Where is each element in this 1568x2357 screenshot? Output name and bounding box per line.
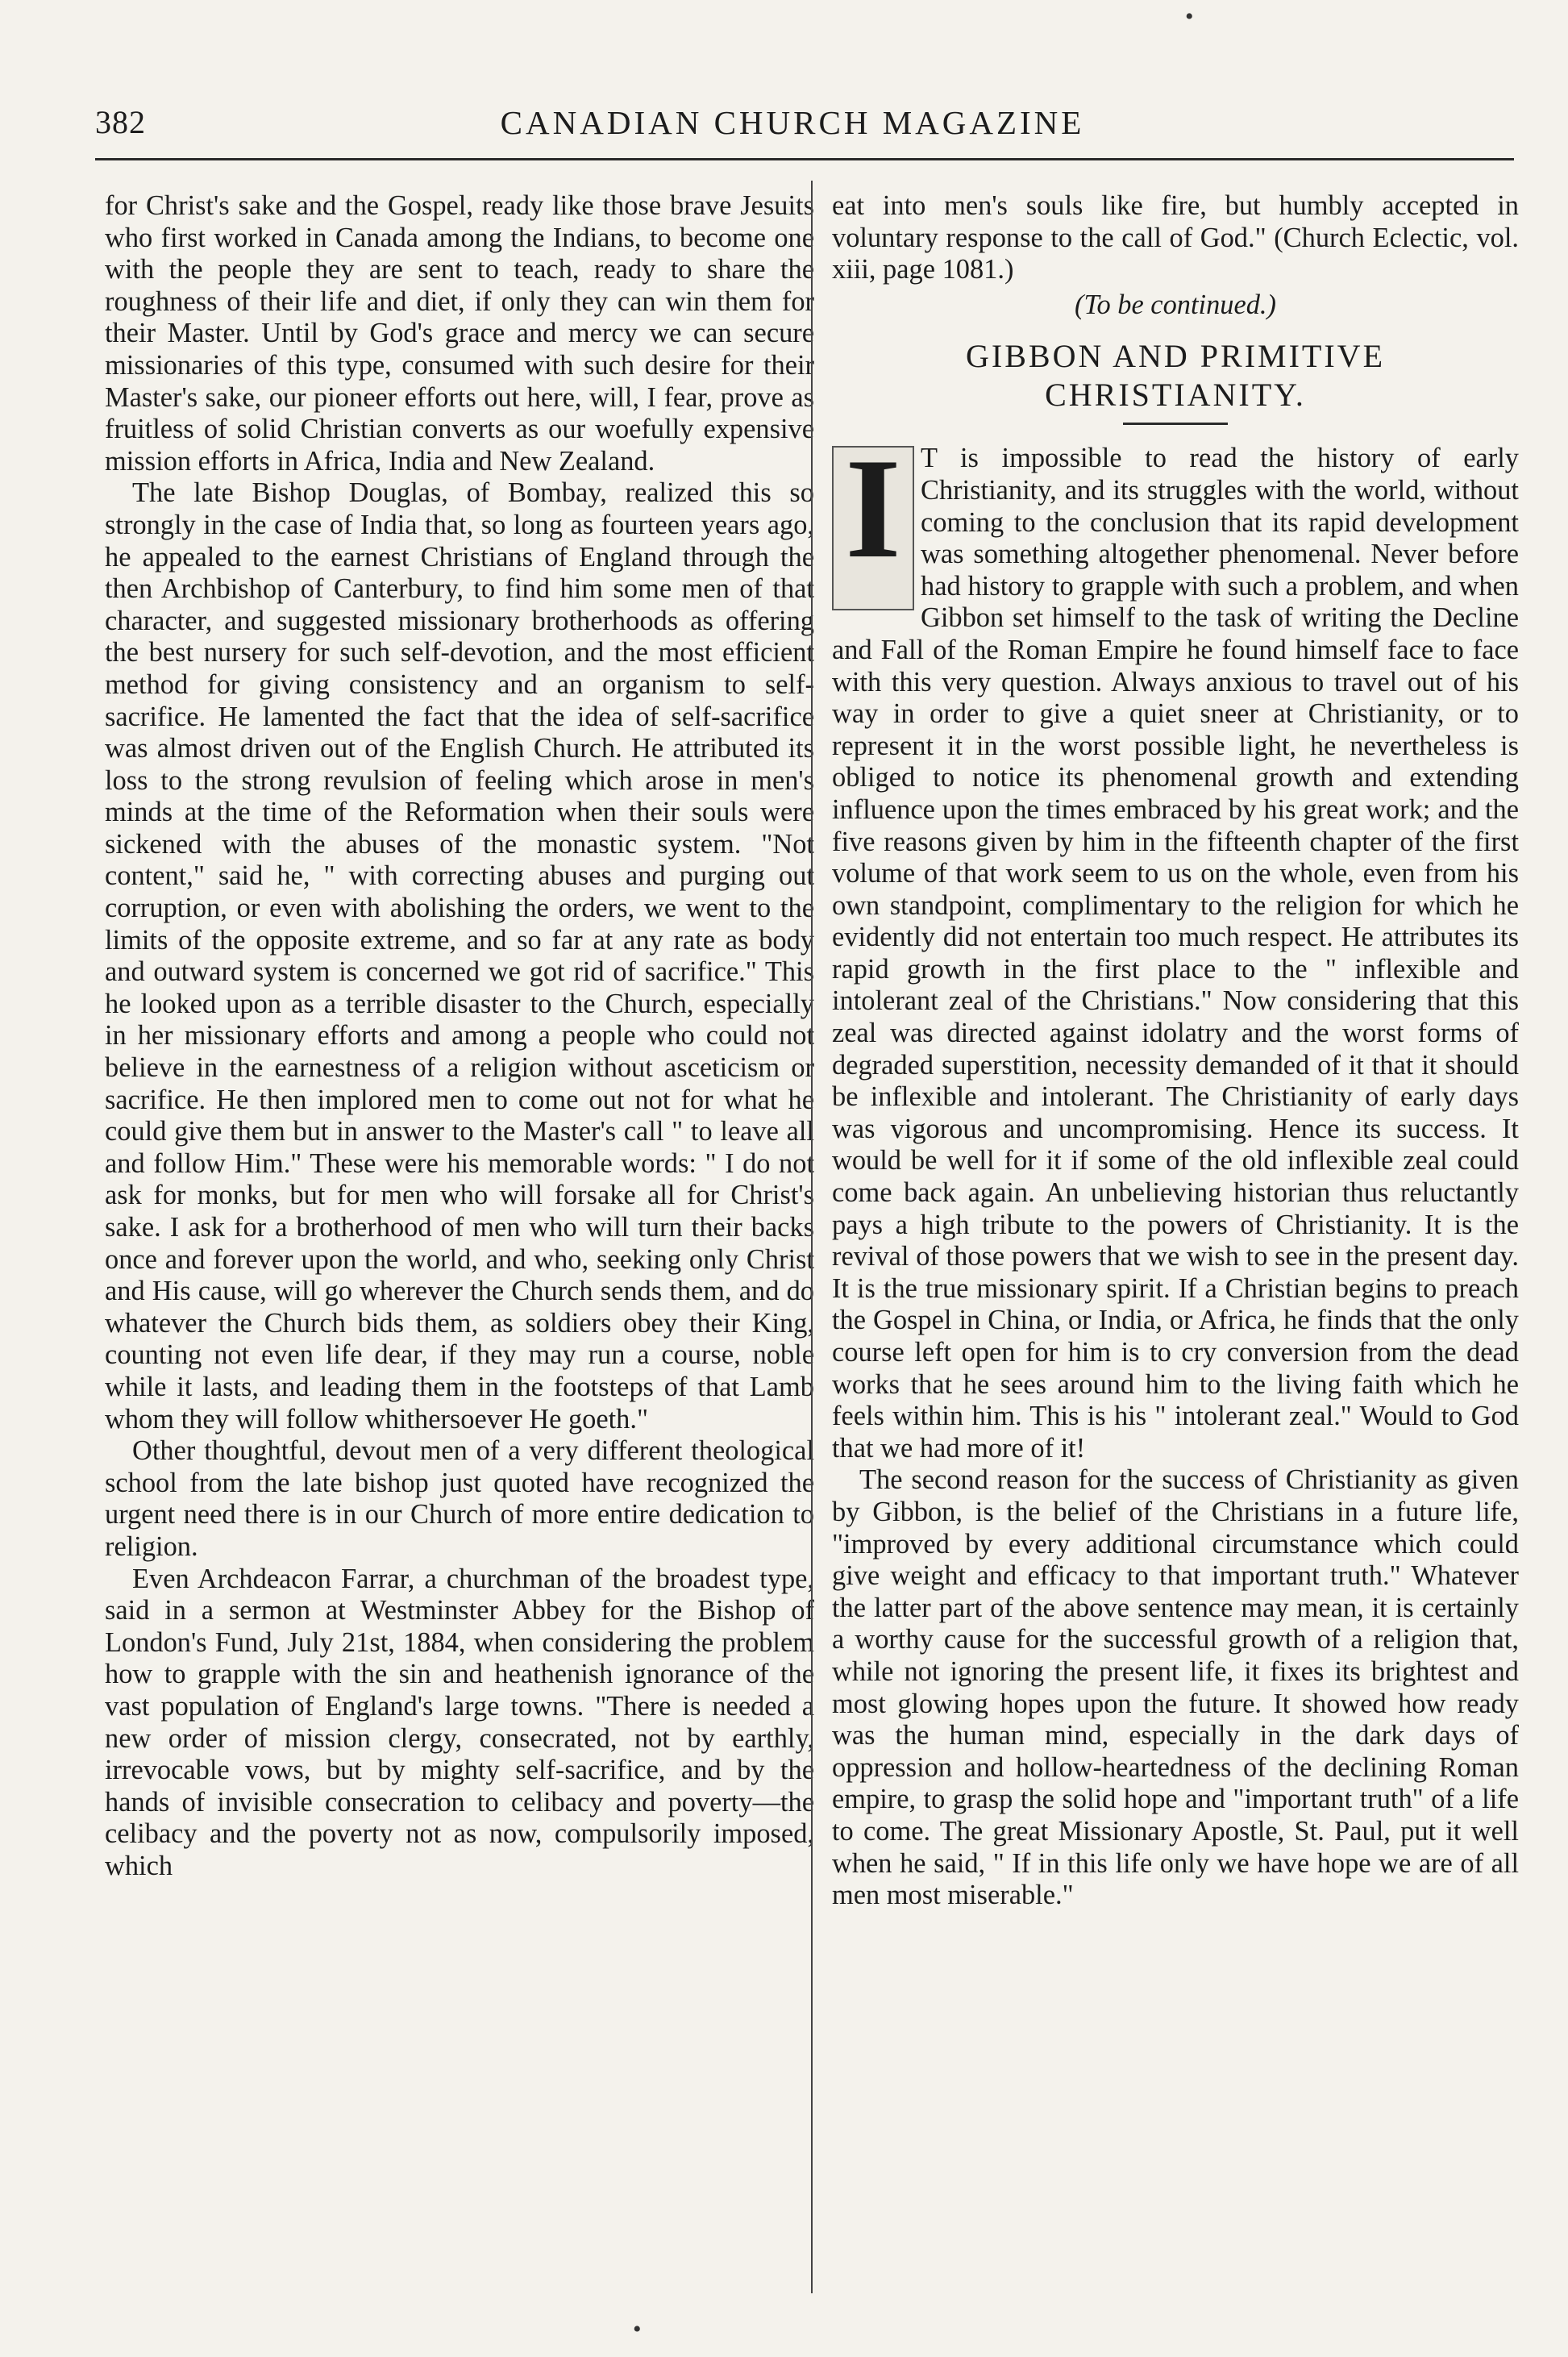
running-head: CANADIAN CHURCH MAGAZINE xyxy=(500,104,1085,141)
left-paragraph-4: Even Archdeacon Farrar, a churchman of the broadest type, said in a sermon at Westminster Abbey for the Bishop of London's Fund, July 21st, 1884, when considering the problem how to grapple with the sin and heathenish ignorance of the vast population of England's large towns. "There is needed a new order of mission clergy, consecrated, not by earthly, irrevocable vows, but by mighty self-sacrifice, and by the hands of invisible consecration to celibacy and poverty—the celibacy and the poverty not as now, compulsorily imposed, which xyxy=(105,1563,814,1881)
left-paragraph-3: Other thoughtful, devout men of a very different theological school from the late bishop just quoted have recognized the urgent need there is in our Church of more entire dedication to religion. xyxy=(105,1435,814,1562)
article-title: GIBBON AND PRIMITIVE CHRISTIANITY. xyxy=(966,338,1385,414)
header-rule xyxy=(95,158,1514,160)
left-column xyxy=(105,190,814,1882)
column-rule xyxy=(811,181,813,2293)
article-paragraph-2: The second reason for the success of Christianity as given by Gibbon, is the belief of the Christians in a future life, "improved by every additional circumstance which could give weight and efficacy to that important truth." Whatever the latter part of the above sentence may mean, it is certainly a worthy cause for the successful growth of a religion that, while not ignoring the present life, it fixes its brightest and most glowing hopes upon the future. It showed how ready was the human mind, especially in the dark days of oppression and hollow-heartedness of the declining Roman empire, to grasp the solid hope and "important truth" of a life to come. The great Missionary Apostle, St. Paul, put it well when he said, " If in this life only we have hope we are of all men most miserable." xyxy=(832,1464,1519,1911)
left-paragraph-1: for Christ's sake and the Gospel, ready like those brave Jesuits who first worked in Canada among the Indians, to become one with the people they are sent to teach, ready to share the roughness of their life and diet, if only they can win them for their Master. Until by God's grace and mercy we can secure missionaries of this type, consumed with such desire for their Master's sake, our pioneer efforts out here, will, I fear, prove as fruitless of solid Christian converts as our woefully expensive mission efforts in Africa, India and New Zealand. xyxy=(105,190,814,477)
article-paragraph-1: T is impossible to read the history of early Christianity, and its struggles with the world, without coming to the conclusion that its rapid development was something altogether phenomenal. Never before had history to grapple with such a problem, and when Gibbon set himself to the task of writing the Decline and Fall of the Roman Empire he found himself face to face with this very question. Always anxious to travel out of his way in order to give a quiet sneer at Christianity, or to represent it in the worst possible light, he nevertheless is obliged to notice its phenomenal growth and extending influence upon the times embraced by his great work; and the five reasons given by him in the fifteenth chapter of the first volume of that work seem to us on the whole, even from his own standpoint, complimentary to the religion for which he evidently did not entertain too much respect. He attributes its rapid growth in the first place to the " inflexible and intolerant zeal of the Christians." Now considering that this zeal was directed against idolatry and the worst forms of degraded superstition, necessity demanded of it that it should be inflexible and intolerant. The Christianity of early days was vigorous and uncompromising. Hence its success. It would be well for it if some of the old inflexible zeal could come back again. An unbelieving historian thus reluctantly pays a high tribute to the powers of Christianity. It is the revival of those powers that we wish to see in the present day. It is the true missionary spirit. If a Christian begins to preach the Gospel in China, or India, or Africa, he finds that the only course left open for him is to cry conversion from the dead works that he sees around him to the living faith which he feels within him. This is his " intolerant zeal." Would to God that we had more of it! xyxy=(832,443,1519,1464)
continuation-paragraph: eat into men's souls like fire, but humbly accepted in voluntary response to the call of God." (Church Eclectic, vol. xiii, page 1081.) xyxy=(832,190,1519,285)
page-number: 382 xyxy=(95,104,146,140)
left-paragraph-2: The late Bishop Douglas, of Bombay, realized this so strongly in the case of India that, so long as fourteen years ago, he appealed to the earnest Christians of England through the then Archbishop of Canterbury, to find him some men of that character, and suggested missionary brotherhoods as offering the best nursery for such self-devotion, and the most efficient method for giving consistency and an organism to self-sacrifice. He lamented the fact that the idea of self-sacrifice was almost driven out of the English Church. He attributed its loss to the strong revulsion of feeling which arose in men's minds at the time of the Reformation when their souls were sickened with the abuses of the monastic system. "Not content," said he, " with correcting abuses and purging out corruption, or even with abolishing the orders, we went to the limits of the opposite extreme, and so far at any rate as body and outward system is concerned we got rid of sacrifice." This he looked upon as a terrible disaster to the Church, especially in her missionary efforts and among a people who could not believe in the earnestness of a religion without asceticism or sacrifice. He then implored men to come out not for what he could give them but in answer to the Master's call " to leave all and follow Him." These were his memorable words: " I do not ask for monks, but for men who will forsake all for Christ's sake. I ask for a brotherhood of men who will turn their backs once and forever upon the world, and who, seeking only Christ and His cause, will go wherever the Church sends them, and do whatever the Church bids them, as soldiers obey their King, counting not even life dear, if they may run a course, noble while it lasts, and leading them in the footsteps of that Lamb whom they will follow whithersoever He goeth." xyxy=(105,477,814,1435)
bottom-margin-dot: • xyxy=(633,2316,642,2342)
page-header xyxy=(95,97,1490,153)
drop-cap-initial: I xyxy=(832,446,914,610)
title-rule xyxy=(1123,423,1228,425)
right-column xyxy=(832,190,1519,1912)
to-be-continued-note: (To be continued.) xyxy=(1075,289,1276,320)
top-margin-dot: • xyxy=(1185,3,1194,30)
